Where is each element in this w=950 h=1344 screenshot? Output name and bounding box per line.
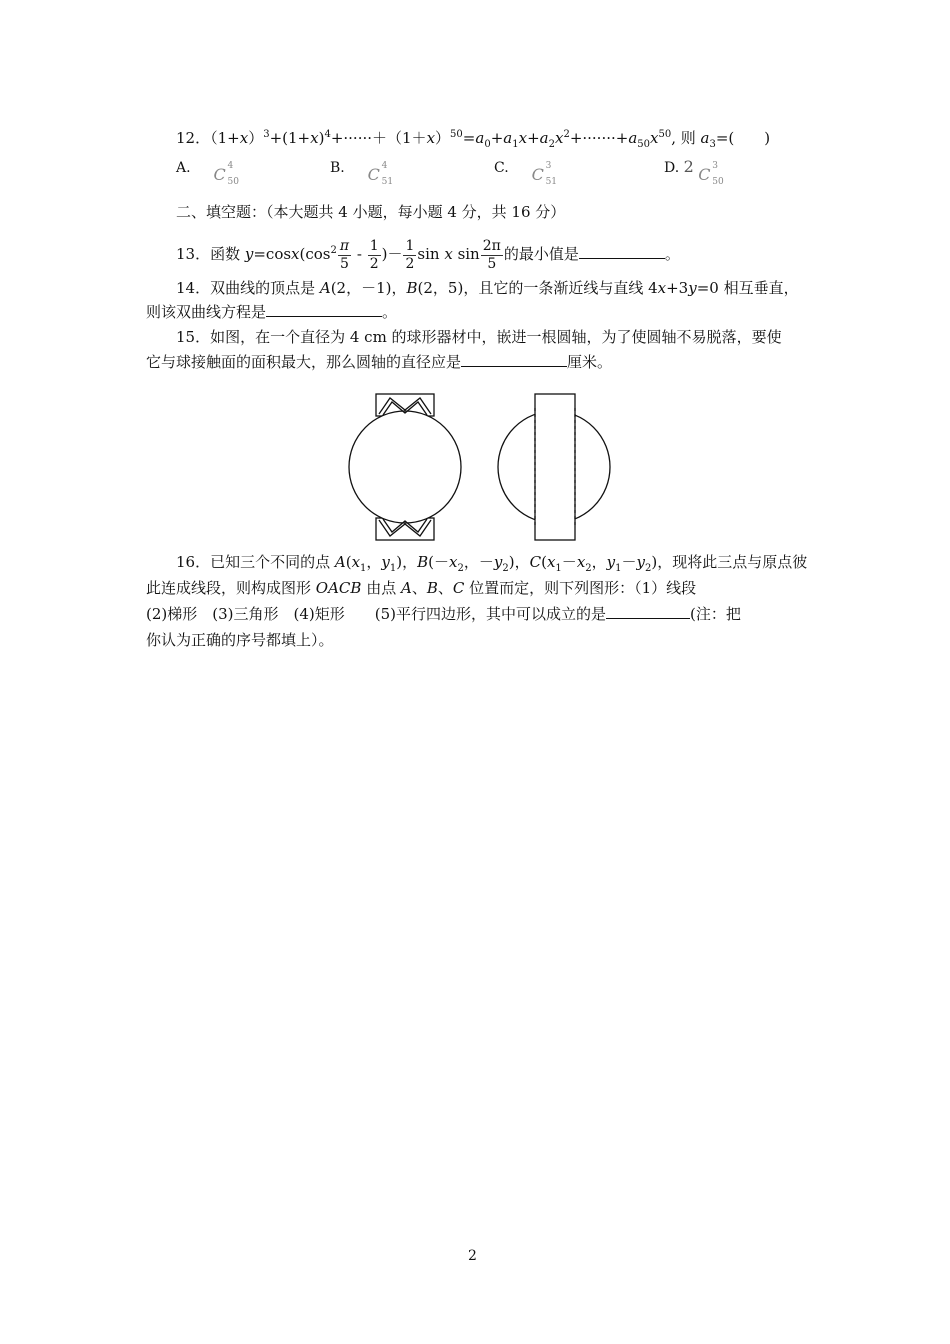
q14-line2: 则该双曲线方程是 。 — [146, 303, 398, 321]
choice-b: B. C 4 51 — [330, 160, 394, 187]
fraction-pi-over-5: $\frac{\pi}{5}$ — [339, 237, 350, 272]
combination-symbol: C 4 50 — [213, 161, 239, 187]
q12-line: 12．$(1+x)^3+(1+x)^4+\cdot\cdot\cdot\cdot\cdot\cdot+(1+x)^{50}=a_0+a_1x+a_2x^2+\cdot\cdot\cdot\cdot\cdot\cdot\cdot+a_{50}x^{50}$, 则 $a_3=$( ) — [176, 129, 771, 150]
q16-line3: (2)梯形 (3)三角形 (4)矩形 (5)平行四边形，其中可以成立的是 (注：把 — [146, 605, 741, 623]
q16-line1: 16．已知三个不同的点 $A(x_1$，$y_1$)，$B(-x_2$，$-y_2$)，$C(x_1-x_2$，$y_1-y_2$)，现将此三点与原点彼 — [176, 553, 808, 574]
choice-d: D. 2 C 3 50 — [664, 157, 724, 187]
sphere-axle-figure — [330, 390, 620, 550]
page-number: 2 — [468, 1248, 477, 1264]
choice-a: A. C 4 50 — [176, 160, 239, 187]
answer-blank[interactable] — [579, 244, 665, 259]
answer-blank[interactable] — [266, 302, 382, 317]
fraction-one-half: $\frac{1}{2}$ — [369, 237, 379, 272]
combination-symbol: C 4 51 — [367, 161, 394, 187]
combination-symbol: C 3 50 — [698, 161, 724, 187]
answer-blank[interactable] — [461, 352, 567, 367]
q15-line2: 它与球接触面的面积最大，那么圆轴的直径应是 厘米。 — [146, 353, 613, 371]
answer-blank[interactable] — [606, 604, 690, 619]
choice-c: C. C 3 51 — [494, 160, 558, 187]
q16-line4: 你认为正确的序号都填上）。 — [146, 631, 334, 649]
right-sphere-diagram — [498, 394, 610, 540]
left-sphere-diagram — [349, 394, 461, 540]
combination-symbol: C 3 51 — [531, 161, 558, 187]
q13-line: 13．函数 $y=\cos x(\cos^2$ $\frac{\pi}{5}$ - $\frac{1}{2}$ )－ $\frac{1}{2}$ sin x sin $\frac{2\pi}{5}$ 的最小值是 。 — [176, 237, 680, 272]
q14-line1: 14．双曲线的顶点是 A(2，－1)，B(2，5)，且它的一条渐近线与直线 4x+3y=0 相互垂直， — [176, 279, 799, 297]
section-heading: 二、填空题：（本大题共 4 小题，每小题 4 分，共 16 分） — [176, 203, 566, 221]
combination-symbol: 2 — [683, 157, 694, 176]
fraction-one-half: $\frac{1}{2}$ — [405, 237, 415, 272]
fraction-2pi-over-5: $\frac{2\pi}{5}$ — [482, 237, 501, 272]
q15-line1: 15．如图，在一个直径为 4 cm 的球形器材中，嵌进一根圆轴，为了使圆轴不易脱落，要使 — [176, 328, 782, 346]
q16-line2: 此连成线段，则构成图形 OACB 由点 A、B、C 位置而定，则下列图形：（1）线段 — [146, 579, 697, 597]
